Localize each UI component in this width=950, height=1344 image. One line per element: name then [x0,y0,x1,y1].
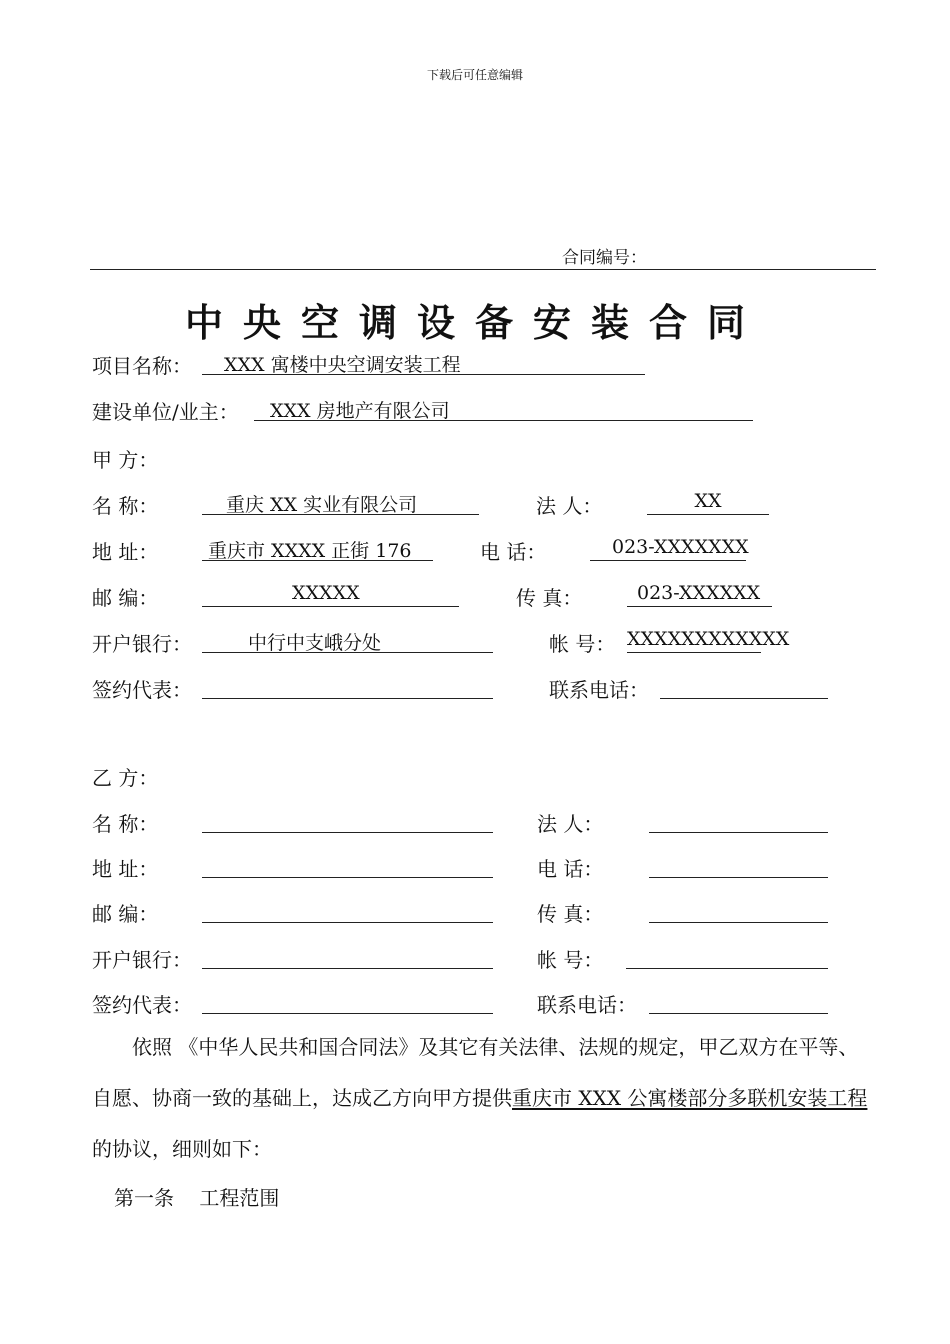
party-a-address-value: 重庆市 XXXX 正街 176 [208,540,412,562]
article-1-heading: 第一条 工程范围 [114,1186,280,1210]
preamble-paragraph [92,1022,878,1175]
party-a-bank-field[interactable] [202,628,493,653]
party-b-legal-label: 法 人： [537,812,604,836]
owner-value: XXX 房地产有限公司 [270,400,450,422]
party-a-phone-label: 电 话： [480,540,547,564]
party-a-phone-field[interactable] [590,536,749,561]
party-a-address-label: 地 址： [92,540,159,564]
party-b-legal-field[interactable] [649,808,828,833]
party-b-account-field[interactable] [626,944,828,969]
header-divider [90,269,876,270]
party-a-name-label: 名 称： [92,494,159,518]
party-a-legal-field[interactable] [647,490,769,515]
party-a-legal-label: 法 人： [536,494,603,518]
project-name-label: 项目名称： [92,354,192,378]
party-b-contact-label: 联系电话： [537,993,637,1017]
party-b-address-label: 地 址： [92,857,159,881]
party-a-fax-value: 023-XXXXXX [637,582,761,604]
party-a-fax-field[interactable] [627,582,772,607]
party-a-account-field[interactable] [627,628,790,653]
party-a-zip-field[interactable] [202,582,459,607]
party-b-zip-field[interactable] [202,898,493,923]
header-note: 下载后可任意编辑 [426,68,523,82]
party-b-address-field[interactable] [202,853,493,878]
party-b-zip-label: 邮 编： [92,902,159,926]
party-b-name-label: 名 称： [92,812,159,836]
owner-label: 建设单位/业主： [92,400,239,424]
party-a-bank-value: 中行中支峨分处 [248,632,382,654]
party-a-address-field[interactable] [202,536,433,561]
party-b-heading: 乙 方： [92,766,159,790]
project-name-value: XXX 寓楼中央空调安装工程 [224,354,461,376]
party-a-rep-field[interactable] [202,674,493,699]
party-a-contact-label: 联系电话： [549,678,649,702]
page-title: 中央空调设备安装合同 [184,301,765,345]
owner-field[interactable] [254,396,753,421]
party-b-bank-field[interactable] [202,944,493,969]
party-a-heading: 甲 方： [92,448,159,472]
party-b-name-field[interactable] [202,808,493,833]
project-name-field[interactable] [202,350,645,375]
party-a-bank-label: 开户银行： [92,632,192,656]
party-a-zip-label: 邮 编： [92,586,159,610]
party-b-bank-label: 开户银行： [92,948,192,972]
party-a-fax-label: 传 真： [516,586,583,610]
party-a-rep-label: 签约代表： [92,678,192,702]
contract-number-label: 合同编号： [562,248,647,268]
party-a-phone-value: 023-XXXXXXX [612,536,749,558]
party-b-account-label: 帐 号： [537,948,604,972]
party-a-name-field[interactable] [202,490,479,515]
preamble-project-underlined: 重庆市 XXX 公寓楼部分多联机安装工程 [512,1086,868,1110]
party-b-phone-field[interactable] [649,853,828,878]
preamble-text-b: 的协议，细则如下： [92,1137,272,1161]
party-b-rep-field[interactable] [202,989,493,1014]
party-b-rep-label: 签约代表： [92,993,192,1017]
party-a-account-label: 帐 号： [549,632,616,656]
preamble-text-a: 依照 《中华人民共和国合同法》及其它有关法律、法规的规定，甲乙双方在平等、自愿、协商一致的基础上，达成乙方向甲方提供 [92,1035,859,1110]
party-a-legal-value: XX [694,490,722,512]
party-b-fax-field[interactable] [649,898,828,923]
party-a-name-value: 重庆 XX 实业有限公司 [226,494,418,516]
party-b-phone-label: 电 话： [537,857,604,881]
party-b-contact-field[interactable] [649,989,828,1014]
party-a-account-value: XXXXXXXXXXXX [627,628,790,650]
party-a-zip-value: XXXXX [292,582,360,604]
party-b-fax-label: 传 真： [537,902,604,926]
party-a-contact-field[interactable] [660,674,828,699]
